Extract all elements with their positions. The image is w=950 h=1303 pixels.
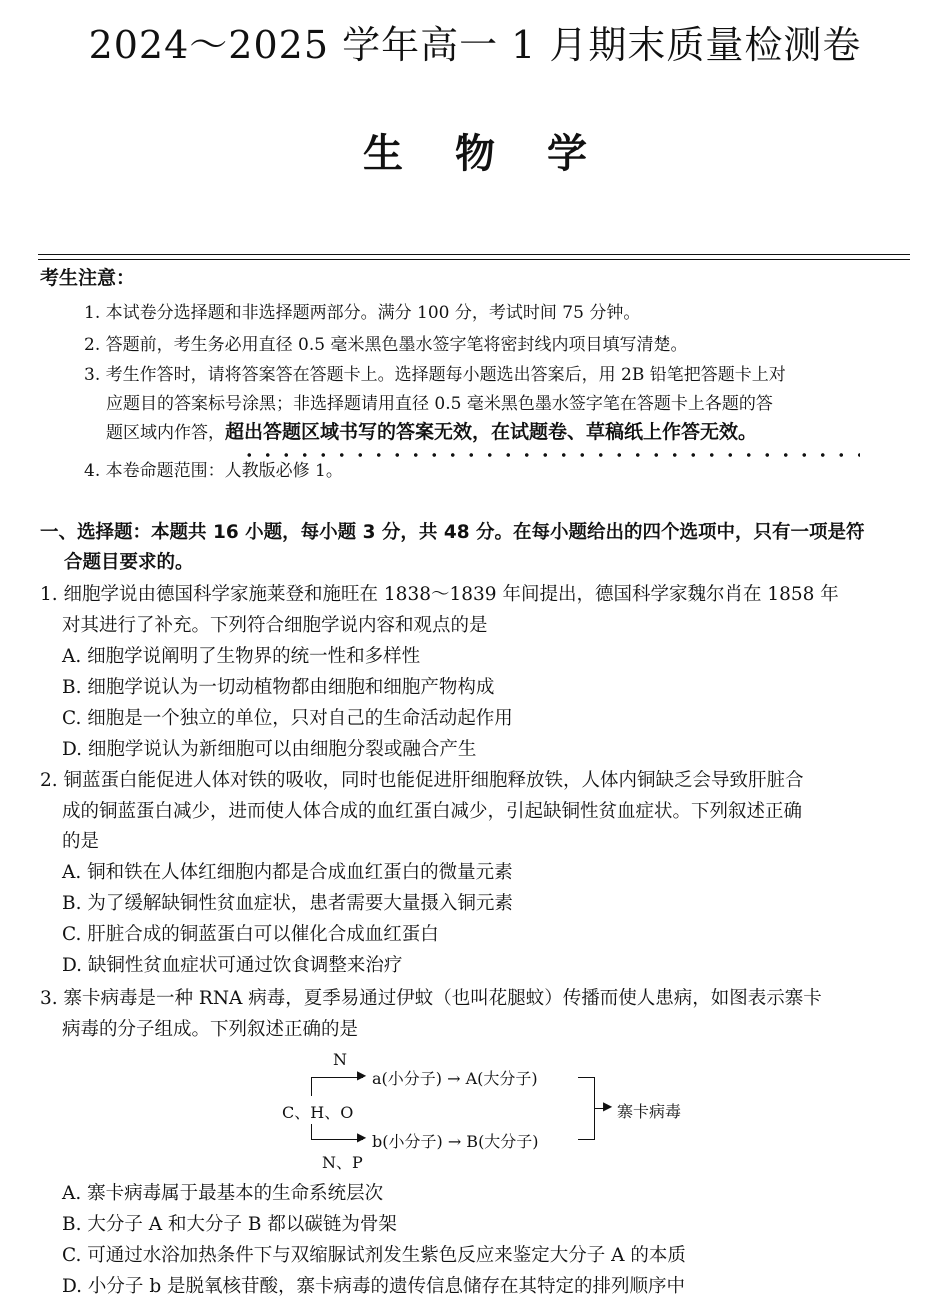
bracket-line	[311, 1124, 312, 1139]
bracket-line	[578, 1077, 594, 1078]
option-b: B. 为了缓解缺铜性贫血症状，患者需要大量摄入铜元素	[62, 893, 513, 914]
option-d: D. 细胞学说认为新细胞可以由细胞分裂或融合产生	[62, 739, 477, 760]
diagram-chain-a: a(小分子) → A(大分子)	[372, 1069, 538, 1088]
notice-emphasis: 超出答题区域书写的答案无效，在试题卷、草稿纸上作答无效。	[225, 421, 758, 443]
question-stem: 2. 铜蓝蛋白能促进人体对铁的吸收，同时也能促进肝细胞释放铁，人体内铜缺乏会导致肝脏合	[40, 770, 804, 791]
question-stem: 病毒的分子组成。下列叙述正确的是	[62, 1019, 359, 1040]
divider-line	[38, 259, 910, 260]
option-b: B. 细胞学说认为一切动植物都由细胞和细胞产物构成	[62, 677, 495, 698]
arrow-head-icon: ▶	[357, 1130, 367, 1144]
option-a: A. 寨卡病毒属于最基本的生命系统层次	[62, 1183, 384, 1204]
arrow-line	[311, 1139, 363, 1140]
option-a: A. 铜和铁在人体红细胞内都是合成血红蛋白的微量元素	[62, 862, 513, 883]
bracket-line	[578, 1139, 594, 1140]
section-heading: 合题目要求的。	[64, 552, 194, 573]
diagram-chain-b: b(小分子) → B(大分子)	[372, 1132, 539, 1151]
bracket-line	[311, 1077, 312, 1096]
arrow-head-icon: ▶	[357, 1068, 367, 1082]
section-heading: 一、选择题：本题共 16 小题，每小题 3 分，共 48 分。在每小题给出的四个选项中，只有一项是符	[40, 522, 865, 543]
question-stem: 成的铜蓝蛋白减少，进而使人体合成的血红蛋白减少，引起缺铜性贫血症状。下列叙述正确	[62, 801, 803, 822]
question-stem: 的是	[62, 831, 100, 852]
arrow-head-icon: ▶	[603, 1099, 613, 1113]
option-d: D. 缺铜性贫血症状可通过饮食调整来治疗	[62, 955, 403, 976]
question-stem: 3. 寨卡病毒是一种 RNA 病毒，夏季易通过伊蚊（也叫花腿蚊）传播而使人患病，如图表示寨卡	[40, 988, 822, 1009]
notice-item: 4. 本卷命题范围：人教版必修 1。	[84, 461, 343, 481]
divider-line	[38, 254, 910, 255]
notice-text: 题区域内作答，	[106, 423, 225, 443]
option-a: A. 细胞学说阐明了生物界的统一性和多样性	[62, 646, 421, 667]
notice-item: 应题目的答案标号涂黑；非选择题请用直径 0.5 毫米黑色墨水签字笔在答题卡上各题的答	[106, 394, 773, 414]
notice-item: 3. 考生作答时，请将答案答在答题卡上。选择题每小题选出答案后，用 2B 铅笔把答题卡上对	[84, 365, 786, 385]
question-stem: 1. 细胞学说由德国科学家施莱登和施旺在 1838～1839 年间提出，德国科学家魏尔肖在 1858 年	[40, 584, 839, 605]
option-d: D. 小分子 b 是脱氧核苷酸，寨卡病毒的遗传信息储存在其特定的排列顺序中	[62, 1276, 686, 1297]
option-c: C. 肝脏合成的铜蓝蛋白可以催化合成血红蛋白	[62, 924, 439, 945]
option-c: C. 细胞是一个独立的单位，只对自己的生命活动起作用	[62, 708, 513, 729]
option-c: C. 可通过水浴加热条件下与双缩脲试剂发生紫色反应来鉴定大分子 A 的本质	[62, 1245, 686, 1266]
question-stem: 对其进行了补充。下列符合细胞学说内容和观点的是	[62, 615, 488, 636]
arrow-line	[311, 1077, 363, 1078]
subject-title: 生物学	[363, 130, 639, 177]
exam-title: 2024～2025 学年高一 1 月期末质量检测卷	[88, 23, 862, 67]
diagram-label-n: N	[333, 1050, 347, 1069]
notice-item	[106, 417, 757, 444]
diagram-source: C、H、O	[282, 1103, 354, 1122]
diagram-label-np: N、P	[322, 1153, 363, 1172]
notice-heading: 考生注意：	[40, 267, 136, 289]
option-b: B. 大分子 A 和大分子 B 都以碳链为骨架	[62, 1214, 397, 1235]
notice-item: 1. 本试卷分选择题和非选择题两部分。满分 100 分，考试时间 75 分钟。	[84, 303, 641, 323]
notice-item: 2. 答题前，考生务必用直径 0.5 毫米黑色墨水签字笔将密封线内项目填写清楚。	[84, 335, 688, 355]
diagram-result: 寨卡病毒	[617, 1102, 682, 1121]
